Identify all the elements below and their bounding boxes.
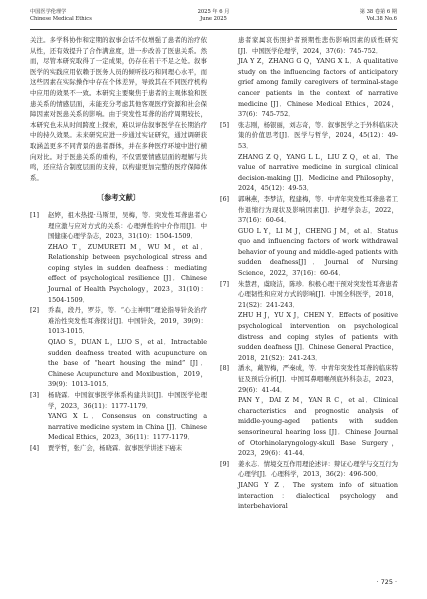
references-heading: 〔参考文献〕 [96, 193, 141, 203]
reference-item [220, 363, 398, 395]
reference-en: QIAO S，DUAN L，LUO S，et al．Intractable sudden deafness treated with acupuncture on the base of “heart housing the mind” [J]．Chinese Acupuncture and Moxibustion，2019，39(9)：1013-1015． [48, 338, 207, 389]
reference-text [48, 390, 207, 411]
reference-cn: 赵婷，祖木热提·马斯里，吴梅，等．突发性耳聋患者心理应激与应对方式的关系：心理弹性的中介作用[J]．中国健康心理学杂志，2023，31(10)：1504-1509． [48, 210, 207, 241]
reference-list-right [220, 35, 398, 512]
reference-text [238, 459, 398, 480]
issue-date [30, 9, 397, 23]
reference-number: [1] [30, 210, 40, 219]
reference-cn: 朱慧君，虞晓洁，陈珍．积极心理干预对突发性耳聋患者心理韧性和应对方式的影响[J]．中国全科医学，2018，21(S2)：241-243． [238, 279, 398, 309]
reference-number: [5] [220, 120, 230, 129]
reference-number: [6] [220, 194, 230, 203]
journal-name-en: Chinese Medical Ethics [30, 16, 92, 22]
issue-date-en: June 2025 [200, 16, 227, 22]
reference-text [48, 305, 207, 337]
page-header [30, 9, 397, 31]
reference-cn: 杨晓霖．中国叙事医学体系构建共识[J]．中国医学伦理学，2023，36(11)：1177-1179． [48, 391, 207, 410]
reference-en: YANG X L．Consensus on constructing a narrative medicine system in China [J]．Chinese Medical Ethics，2023，36(11)：1177-1179． [48, 412, 207, 442]
reference-number: [9] [220, 459, 230, 468]
reference-continuation-en: JIA Y Z，ZHANG G Q，YANG X L．A qualitative study on the influencing factors of anticipatory grief among family caregivers of terminal-stage cancer patients in the context of narrative medicine [J]．Chinese Medical Ethics，2024，37(6)：745-752． [238, 57, 398, 119]
reference-item [30, 305, 207, 337]
reference-number: [4] [30, 443, 40, 452]
reference-cn: 郭琳燕，李梦洁，程建梅，等．中青年突发性耳聋患者工作退缩行为现状及影响因素[J]．护理学杂志，2022，37(16)：60-64． [238, 194, 398, 225]
reference-number: [8] [220, 364, 230, 373]
reference-list-left [30, 210, 207, 454]
reference-cn: 张志刚，杨银丽，刘志奇，等．叙事医学之于外科临床决策的价值思考[J]．医学与哲学，2024，45(12)：49-53． [238, 120, 398, 150]
reference-item [30, 210, 207, 242]
reference-text [238, 279, 398, 311]
reference-cn: 潘永，戴智梅，严秦成，等．中青年突发性耳聋的临床特征及预后分析[J]．中国耳鼻咽喉颅底外科杂志，2023，29(6)：41-44． [238, 364, 398, 394]
reference-en: ZHANG Z Q，YANG L L，LIU Z Q，et al．The value of narrative medicine in surgical clinical decision-making [J]．Medicine and Philosophy，2024，45(12)：49-53． [238, 152, 398, 193]
reference-text [238, 363, 398, 395]
reference-en: PAN Y，DAI Z M，YAN R C，et al．Clinical characteristics and prognostic analysis of middle-young-aged patients with sudden sensorineural hearing loss [J]．Chinese Journal of Otorhinolaryngology-skull Base Surgery，2023，29(6)：41-44． [238, 396, 398, 458]
reference-number: [7] [220, 279, 230, 288]
reference-item [30, 390, 207, 411]
reference-en: GUO L Y，LI M J，CHENG J M，et al．Status quo and influencing factors of work withdrawal behavior of young and middle-aged patients with sudden deafness[J]．Journal of Nursing Science，2022，37(16)：60-64． [238, 226, 398, 278]
reference-item [220, 194, 398, 226]
volume-info [360, 9, 397, 23]
reference-en: JIANG Y Z．The system info of situation interaction：dialectical psychology and interbehavioral [238, 480, 398, 511]
reference-continuation-cn: 患者家属哀伤照护者预期性悲伤影响因素的质性研究[J]．中国医学伦理学，2024，37(6)：745-752． [238, 36, 398, 55]
right-column [220, 35, 398, 512]
journal-name-cn: 中国医学伦理学 [30, 9, 67, 15]
reference-text [48, 443, 207, 454]
volume-cn: 第 38 卷第 6 期 [359, 9, 397, 15]
reference-cn: 姜永志．情境交互作用理论述评：辩证心理学与交互行为心理学[J]．心理科学，2013，36(2)：496-500． [238, 459, 398, 479]
reference-en: ZHAO T，ZUMURETI M，WU M，et al．Relationship between psychological stress and coping styles in sudden deafness：mediating effect of psychological resilience [J]．Chinese Journal of Health Psychology，2023，31(10)：1504-1509． [48, 242, 207, 304]
reference-number: [2] [30, 306, 40, 315]
reference-number: [3] [30, 391, 40, 399]
reference-text [238, 120, 398, 152]
reference-item [220, 279, 398, 311]
reference-text [48, 210, 207, 242]
reference-item [220, 120, 398, 152]
reference-text [238, 194, 398, 226]
reference-item [220, 459, 398, 480]
reference-en: ZHU H J，YU X J，CHEN Y．Effects of positive psychological intervention on psychological distress and coping styles of patients with sudden deafness [J]．Chinese General Practice，2018，21(S2)：241-243． [238, 311, 398, 362]
body-paragraph: 关注。多学科协作和定期的叙事会话不仅增强了患者的治疗依从性，还有效提升了合作满意度，进一步改善了医患关系。然而，尽管本研究取得了一定成果，仍存在若干不足之处。叙事医学的实践应用依赖于医务人员的倾听技巧和同理心水平，而这些因素在实际操作中存在个体差异，导致其在不同医疗机构中应用的效果不一致。本研究主要聚焦于患者的主观体验和医患关系的情感层面，未能充分考虑其他客观医疗资源和社会保障因素对医患关系的影响。由于突发性耳聋的治疗周期较长，本研究也未从时间跨度上探索，难以评估叙事医学在长期治疗中的持久效果。未来研究应进一步通过实证研究，通过调研获取涵盖更多不同背景的患者群体，并在多种医疗环境中进行横向对比。对于医患关系的重构，不仅需要情感层面的理解与共鸣，还应结合制度层面的支持，以构建更加完整的医疗保障体系。 [30, 36, 207, 182]
reference-cn: 乔森，段丹，罗芬，等．“心主神明”理论指导针灸治疗难治性突发性耳聋探讨[J]．中国针灸，2019，39(9)：1013-1015． [48, 306, 207, 336]
left-column [30, 35, 207, 454]
header-divider [30, 29, 397, 30]
reference-item [30, 443, 207, 454]
volume-en: Vol.38 No.6 [366, 16, 397, 22]
reference-cn: 贾学哲，张广会，杨晓霖．叙事医学讲述下癌末 [48, 443, 183, 452]
issue-date-cn: 2025 年 6 月 [197, 9, 230, 15]
page-number: · 725 · [376, 578, 397, 586]
